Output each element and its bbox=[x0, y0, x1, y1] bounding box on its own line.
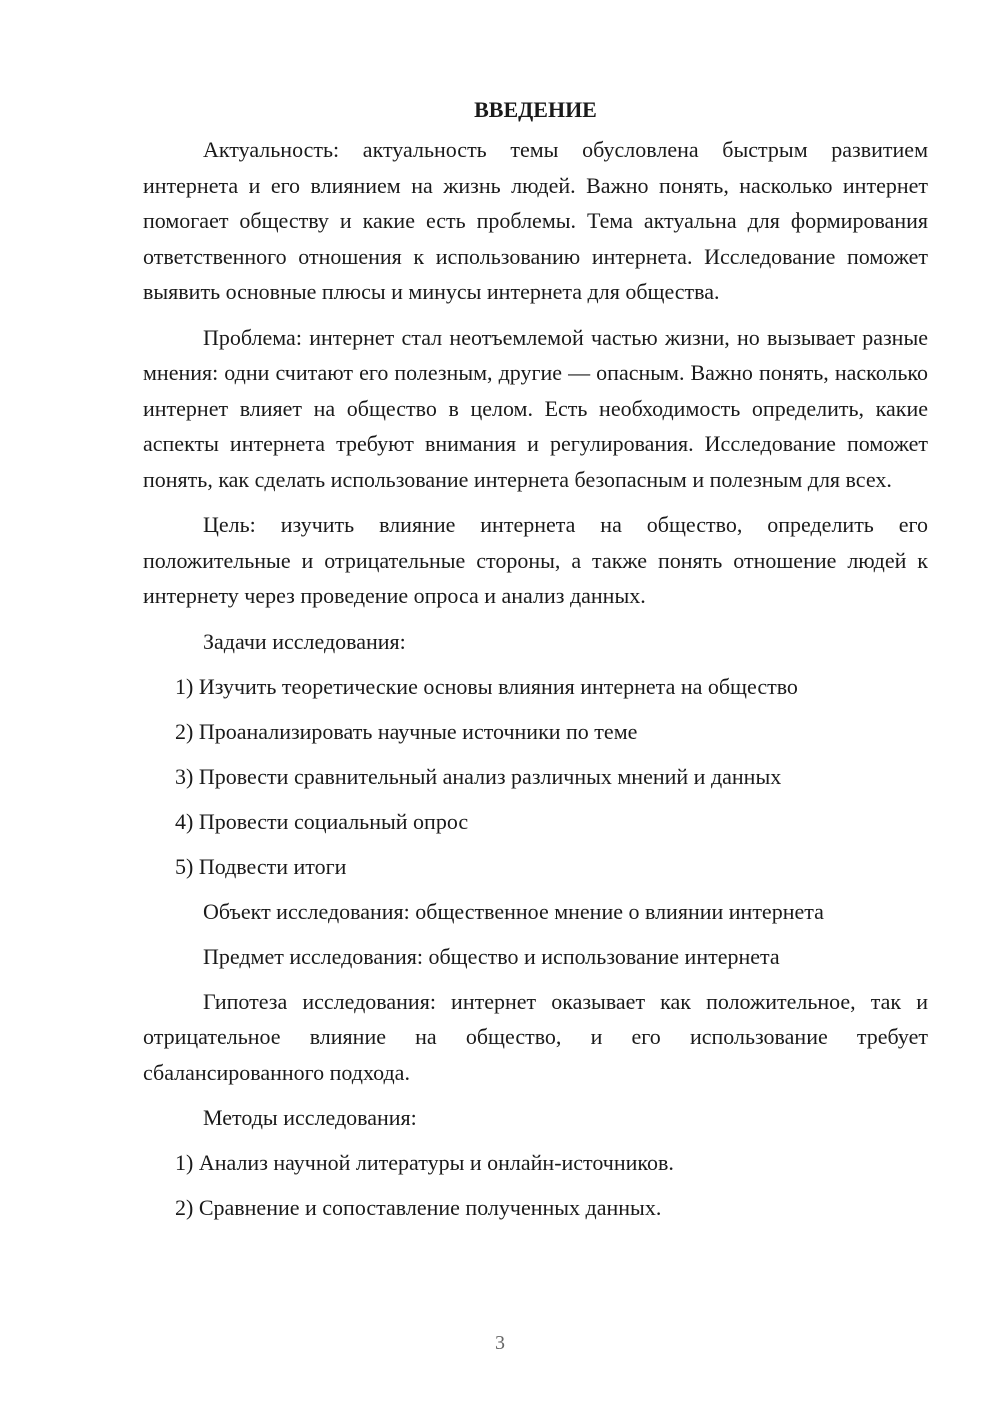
tasks-heading: Задачи исследования: bbox=[203, 628, 406, 654]
goal-paragraph: Цель: изучить влияние интернета на общество, определить его положительные и отрицательные стороны, а также понять отношение людей к интернету через проведение опроса и анализ данных. bbox=[143, 512, 928, 608]
methods-list bbox=[143, 1145, 928, 1226]
method-item: 2) Сравнение и сопоставление полученных данных. bbox=[175, 1195, 662, 1220]
tasks-list bbox=[143, 669, 928, 885]
page-number: 3 bbox=[495, 1332, 505, 1354]
task-item: 4) Провести социальный опрос bbox=[175, 808, 469, 834]
task-item: 2) Проанализировать научные источники по теме bbox=[175, 718, 638, 744]
method-item: 1) Анализ научной литературы и онлайн-источников. bbox=[175, 1150, 674, 1175]
problem-paragraph: Проблема: интернет стал неотъемлемой частью жизни, но вызывает разные мнения: одни считают его полезным, другие — опасным. Важно понять, насколько интернет влияет на общество в целом. Есть необходимость определить, какие аспекты интернета требуют внимания и регулирования. Исследование поможет понять, как сделать использование интернета безопасным и полезным для всех. bbox=[143, 324, 928, 492]
document-title: ВВЕДЕНИЕ bbox=[474, 97, 597, 122]
subject-line: Предмет исследования: общество и использование интернета bbox=[203, 943, 780, 969]
task-item: 5) Подвести итоги bbox=[175, 853, 347, 879]
document-page bbox=[143, 92, 928, 1235]
relevance-paragraph: Актуальность: актуальность темы обусловлена быстрым развитием интернета и его влиянием на жизнь людей. Важно понять, насколько интернет помогает обществу и какие есть проблемы. Тема актуальна для формирования ответственного отношения к использованию интернета. Исследование поможет выявить основные плюсы и минусы интернета для общества. bbox=[143, 137, 928, 304]
methods-heading: Методы исследования: bbox=[203, 1105, 417, 1130]
task-item: 3) Провести сравнительный анализ различных мнений и данных bbox=[175, 763, 782, 789]
task-item: 1) Изучить теоретические основы влияния интернета на общество bbox=[175, 673, 798, 699]
object-line: Объект исследования: общественное мнение о влиянии интернета bbox=[203, 898, 824, 924]
hypothesis-paragraph: Гипотеза исследования: интернет оказывает как положительное, так и отрицательное влияние на общество, и его использование требует сбалансированного подхода. bbox=[143, 988, 928, 1085]
